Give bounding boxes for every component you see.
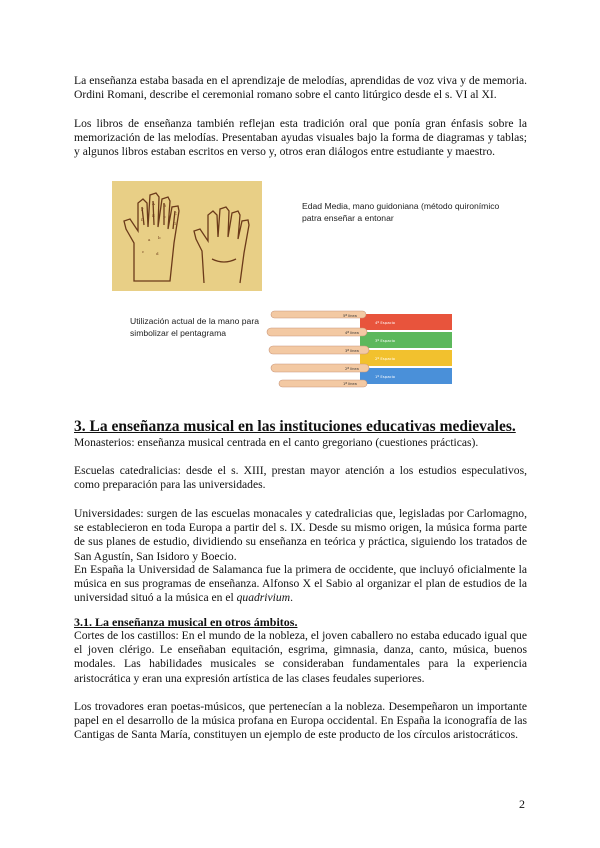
svg-text:B: B xyxy=(163,203,166,208)
staff-space-label: 3º Espacio xyxy=(375,338,395,343)
svg-text:A: A xyxy=(152,201,155,206)
svg-text:G: G xyxy=(173,221,177,226)
paragraph-oral-learning: La enseñanza estaba basada en el aprendizaje de melodías, aprendidas de voz viva y de memoria. Ordini Romani, describe el ceremonial romano sobre el canto litúrgico desde el s. VI al XI. xyxy=(74,74,527,102)
section-3-heading: 3. La enseñanza musical en las instituciones educativas medievales. xyxy=(74,418,516,435)
svg-text:b: b xyxy=(158,235,161,240)
paragraph-cortes: Cortes de los castillos: En el mundo de la nobleza, el joven caballero no estaba educado igual que el joven clérigo. Le enseñaban equitación, esgrima, gimnasia, danza, canto, música, buenos modales. Las habilidades musicales se consideraban fundamentales para la experiencia aristocrática y eran una expresión artística de las clases feudales superiores. xyxy=(74,629,527,685)
modern-staff-hand-image xyxy=(265,308,460,390)
paragraph-monasterios: Monasterios: enseñanza musical centrada en el canto gregoriano (cuestiones prácticas). xyxy=(74,436,479,449)
espana-end: . xyxy=(290,591,293,605)
caption-modern-hand: Utilización actual de la mano para simbolizar el pentagrama xyxy=(130,316,259,338)
staff-space-label: 2º Espacio xyxy=(375,356,395,361)
staff-line-label: 4ª línea xyxy=(345,331,359,335)
staff-line-label: 1ª línea xyxy=(343,382,357,386)
guidonian-hand-image xyxy=(112,181,262,291)
svg-text:d: d xyxy=(156,251,159,256)
paragraph-trovadores: Los trovadores eran poetas-músicos, que pertenecían a la nobleza. Desempeñaron un importante papel en el desarrollo de la música profana en Europa occidental. En España la iconografía de las Cantigas de Santa María, constituyen un ejemplo de este producto de los círculos aristocráticos. xyxy=(74,700,527,742)
staff-space-label: 4º Espacio xyxy=(375,320,395,325)
quadrivium-term: quadrivium xyxy=(236,591,291,605)
svg-text:Γ: Γ xyxy=(141,207,144,212)
page-number: 2 xyxy=(519,797,525,811)
paragraph-escuelas: Escuelas catedralicias: desde el s. XIII, prestan mayor atención a los estudios especulativos, como preparación para las universidades. xyxy=(74,464,527,492)
svg-text:F: F xyxy=(163,215,166,220)
svg-text:D: D xyxy=(141,217,145,222)
svg-text:C: C xyxy=(174,211,178,216)
espana-text: En España la Universidad de Salamanca fue la primera de occidente, que incluyó oficialmente la música en sus programas de enseñanza. Alfonso X el Sabio al organizar el plan de estudios de la universidad situó a la música en el xyxy=(74,563,527,605)
svg-text:a: a xyxy=(148,237,151,242)
staff-line-label: 5ª línea xyxy=(343,314,357,318)
svg-text:c: c xyxy=(142,249,145,254)
paragraph-espana xyxy=(74,563,527,606)
staff-line-label: 2ª línea xyxy=(345,367,359,371)
staff-line-label: 3ª línea xyxy=(345,349,359,353)
paragraph-teaching-books: Los libros de enseñanza también reflejan esta tradición oral que ponía gran énfasis sobre la memorización de las melodías. Presentaban ayudas visuales bajo la forma de diagramas y tablas; y algunos libros estaban escritos en verso y, otros eran diálogos entre estudiante y maestro. xyxy=(74,117,527,159)
paragraph-universidades: Universidades: surgen de las escuelas monacales y catedralicias que, legisladas por Carlomagno, se establecieron en toda Europa a partir del s. IX. Desde su mismo origen, la música forma parte de sus planes de estudio, dividiendo su enseñanza en teórica y práctica, siguiendo los tratados de San Agustín, San Isidoro y Boecio. xyxy=(74,507,527,563)
caption-guidonian-hand: Edad Media, mano guidoniana (método quironímico patra enseñar a entonar xyxy=(302,201,500,223)
svg-text:E: E xyxy=(152,213,155,218)
section-3-1-heading: 3.1. La enseñanza musical en otros ámbitos. xyxy=(74,615,298,629)
staff-space-label: 1º Espacio xyxy=(375,374,395,379)
